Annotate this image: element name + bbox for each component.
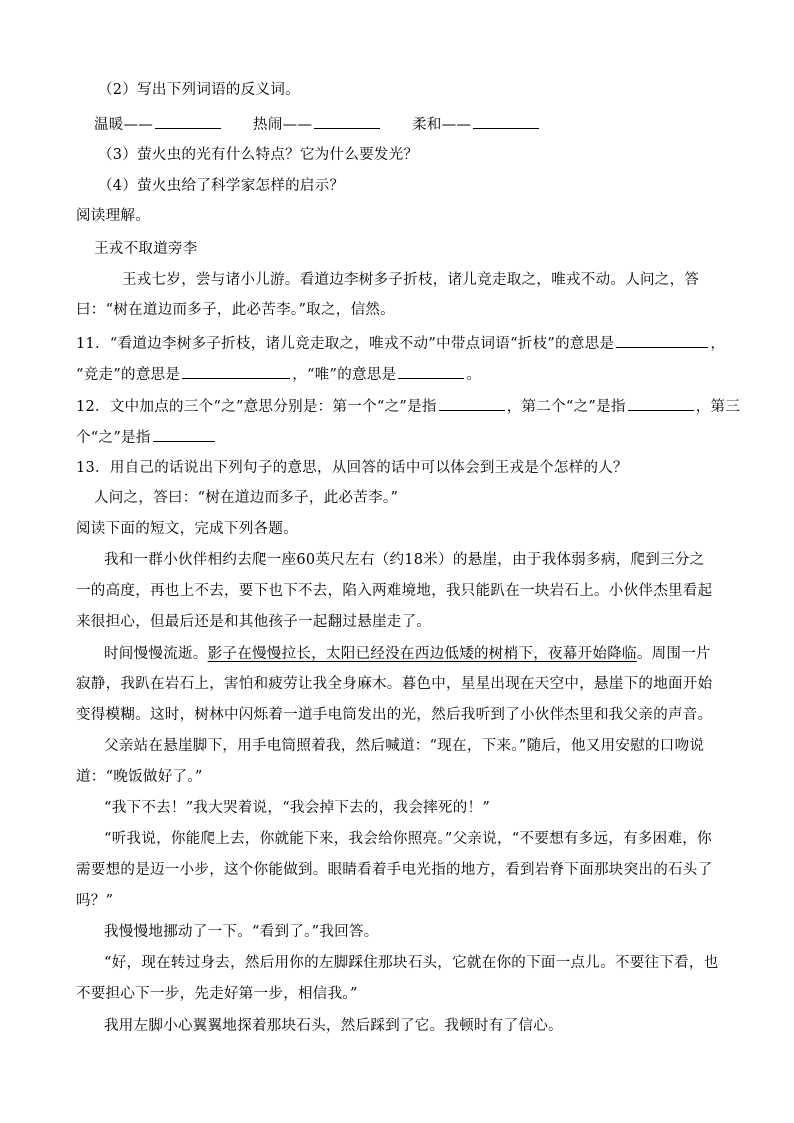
answer-blank[interactable] — [616, 332, 708, 348]
passage-line: 道：“晚饭做好了。” — [76, 769, 203, 785]
passage-line: 我用左脚小心翼翼地探着那块石头，然后踩到了它。我顿时有了信心。 — [104, 1018, 563, 1034]
q12-line-1 — [76, 395, 740, 417]
passage-line: 一的高度，再也上不去，要下也下不去，陷入两难境地，我只能趴在一块岩石上。小伙伴杰里看起 — [76, 583, 713, 599]
q11-punct: ， — [710, 336, 726, 352]
antonym-word-2: 热闹—— — [253, 117, 313, 133]
passage-line: “听我说，你能爬上去，你就能下来，我会给你照亮。”父亲说，“不要想有多远，有多困难，你 — [104, 831, 712, 847]
q11-text: 11．“看道边李树多子折枝，诸儿竞走取之，唯戎不动”中带点词语“折枝”的意思是 — [76, 336, 615, 352]
answer-blank[interactable] — [314, 113, 380, 129]
q2-antonym-row — [94, 113, 541, 135]
q12-line-2 — [76, 426, 217, 448]
passage-line — [104, 644, 711, 664]
answer-blank[interactable] — [153, 426, 215, 442]
section2-heading: 阅读下面的短文，完成下列各题。 — [76, 521, 298, 537]
q11-line-1 — [76, 332, 725, 354]
q13-line-1: 13．用自己的话说出下列句子的意思，从回答的话中可以体会到王戎是个怎样的人？ — [76, 460, 628, 476]
q4-text: （4）萤火虫给了科学家怎样的启示？ — [98, 178, 345, 194]
q3-text: （3）萤火虫的光有什么特点？它为什么要发光？ — [98, 147, 419, 163]
passage-text: 。周围一片 — [636, 646, 711, 662]
answer-blank[interactable] — [182, 363, 290, 379]
q12-text: 12．文中加点的三个“之”意思分别是：第一个“之”是指 — [76, 399, 437, 415]
passage-line: 曰：“树在道边而多子，此必苦李。”取之，信然。 — [76, 302, 395, 318]
answer-blank[interactable] — [473, 113, 539, 129]
underlined-sentence: 影子在慢慢拉长，太阳已经没在西边低矮的树梢下，夜幕开始降临 — [207, 646, 637, 662]
passage-line: 王戎七岁，尝与诸小儿游。看道边李树多子折枝，诸儿竞走取之，唯戎不动。人问之，答 — [122, 272, 700, 288]
q11-text: “竞走”的意思是 — [76, 367, 181, 383]
q11-text: ，“唯”的意思是 — [292, 367, 397, 383]
q12-text: ，第三 — [695, 399, 741, 415]
antonym-word-3: 柔和—— — [412, 117, 472, 133]
antonym-word-1: 温暖—— — [94, 117, 154, 133]
passage-line: 吗？” — [76, 893, 114, 909]
q13-line-2: 人问之，答曰：“树在道边而多子，此必苦李。” — [94, 490, 399, 506]
passage-line: 寂静，我趴在岩石上，害怕和疲劳让我全身麻木。暮色中，星星出现在天空中，悬崖下的地面开始 — [76, 676, 713, 692]
passage-line: “好，现在转过身去，然后用你的左脚踩住那块石头，它就在你的下面一点儿。不要往下看，也 — [104, 955, 719, 971]
passage-line: 来很担心，但最后还是和其他孩子一起翻过悬崖走了。 — [76, 614, 432, 630]
answer-blank[interactable] — [439, 395, 505, 411]
answer-blank[interactable] — [628, 395, 694, 411]
q11-line-2 — [76, 363, 481, 385]
q2-title: （2）写出下列词语的反义词。 — [98, 82, 300, 98]
answer-blank[interactable] — [398, 363, 464, 379]
q12-text: ，第二个“之”是指 — [506, 399, 626, 415]
q11-punct: 。 — [466, 367, 482, 383]
q12-text: 个“之”是指 — [76, 430, 151, 446]
passage-line: 需要想的是迈一小步，这个你能做到。眼睛看着手电光指的地方，看到岩脊下面那块突出的石头了 — [76, 862, 713, 878]
section1-heading: 阅读理解。 — [76, 208, 150, 224]
passage-line: 我慢慢地挪动了一下。“看到了。”我回答。 — [104, 924, 379, 940]
passage-line: 父亲站在悬崖脚下，用手电筒照着我，然后喊道：“现在，下来。”随后，他又用安慰的口吻说 — [104, 738, 705, 754]
passage-text: 时间慢慢流逝。 — [104, 646, 208, 662]
passage-line: 我和一群小伙伴相约去爬一座60英尺左右（约18米）的悬崖，由于我体弱多病，爬到三分之 — [104, 552, 705, 568]
passage-line: 变得模糊。这时，树林中闪烁着一道手电筒发出的光，然后我听到了小伙伴杰里和我父亲的声音。 — [76, 707, 713, 723]
passage-line: 不要担心下一步，先走好第一步，相信我。” — [76, 986, 358, 1002]
passage-title: 王戎不取道旁李 — [94, 241, 198, 257]
passage-line: “我下不去！”我大哭着说，“我会掉下去的，我会摔死的！” — [104, 800, 491, 816]
answer-blank[interactable] — [155, 113, 221, 129]
